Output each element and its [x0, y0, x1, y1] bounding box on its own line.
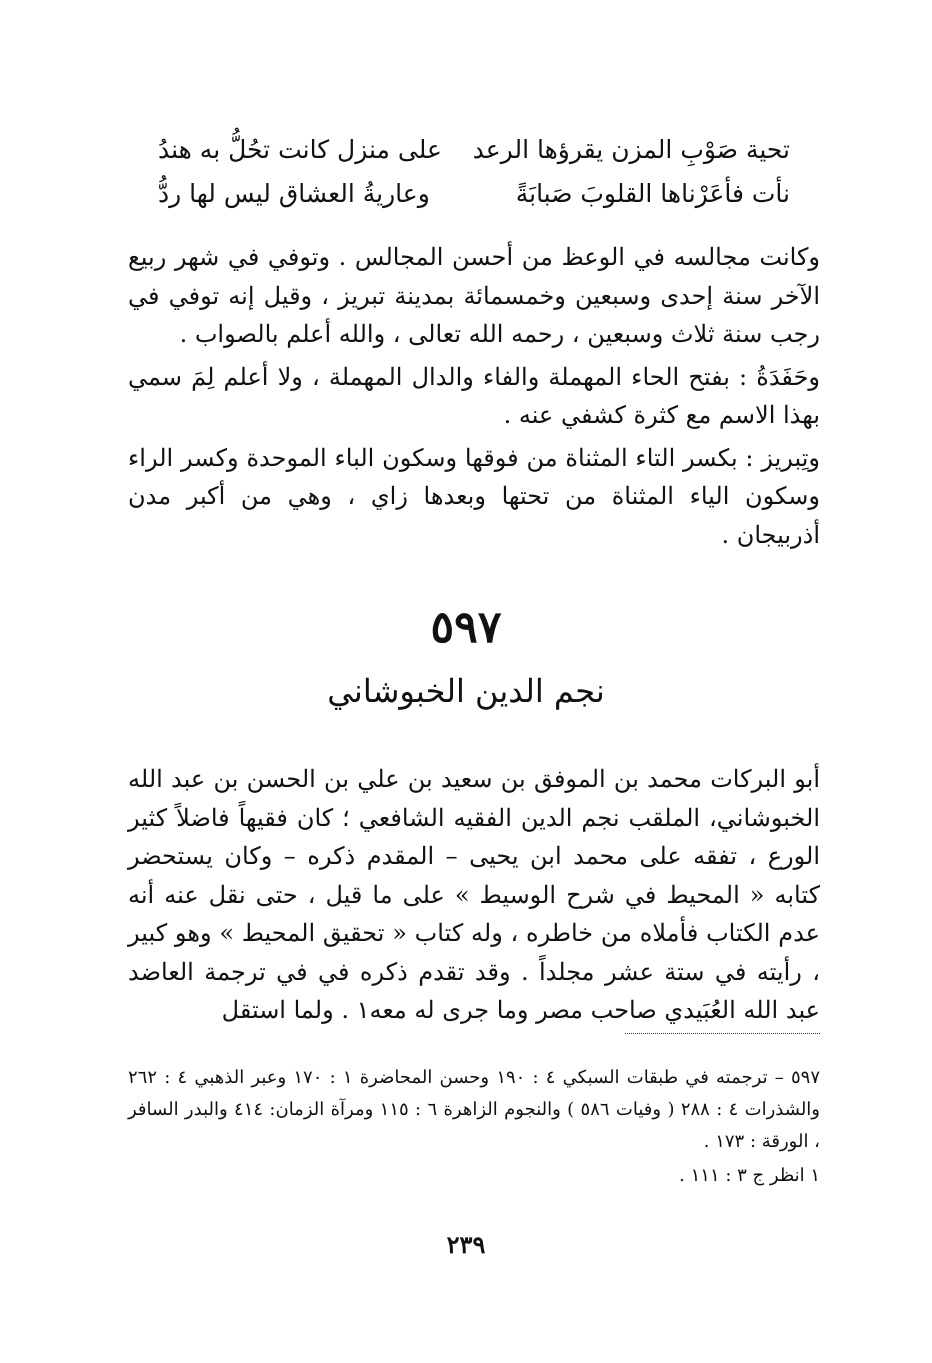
footnote-1: ١ انظر ج ٣ : ١١١ .	[679, 1165, 820, 1186]
paragraph-hafada-note: وحَفَدَةُ : بفتح الحاء المهملة والفاء والدال المهملة ، ولا أعلم لِمَ سمي بهذا الاسم مع كثرة كشفي عنه .	[128, 362, 820, 429]
biography-body	[128, 760, 820, 1034]
paragraph-death-note: وكانت مجالسه في الوعظ من أحسن المجالس . وتوفي في شهر ربيع الآخر سنة إحدى وسبعين وخمسمائة بمدينة تبريز ، وقيل إنه توفي في رجب سنة ثلاث وسبعين ، رحمه الله تعالى ، والله أعلم بالصواب .	[128, 243, 820, 348]
poetry-verse	[128, 128, 820, 216]
footnotes	[128, 1062, 820, 1192]
verse-line-2	[128, 172, 820, 216]
entry-title: نجم الدين الخبوشاني	[327, 672, 605, 710]
verse-line-1	[128, 128, 820, 172]
verse-line-1-first-hemistich: تحية صَوْبِ المزن يقرؤها الرعد	[472, 135, 790, 164]
footnote-divider	[625, 1033, 820, 1034]
footnote-sources: ٥٩٧ – ترجمته في طبقات السبكي ٤ : ١٩٠ وحسن المحاضرة ١ : ١٧٠ وعبر الذهبي ٤ : ٢٦٢ والشذرات ٤ : ٢٨٨ ( وفيات ٥٨٦ ) والنجوم الزاهرة ٦ : ١١٥ ومرآة الزمان: ٤١٤ والبدر السافر ، الورقة : ١٧٣ .	[128, 1067, 820, 1152]
verse-line-2-second-hemistich: وعاريةُ العشاق ليس لها ردُّ	[158, 179, 430, 208]
top-paragraphs	[128, 238, 820, 558]
page-number: ٢٣٩	[446, 1230, 486, 1259]
biography-paragraph: أبو البركات محمد بن الموفق بن سعيد بن علي بن الحسن بن عبد الله الخبوشاني، الملقب نجم الدين الفقيه الشافعي ؛ كان فقيهاً فاضلاً كثير الورع ، تفقه على محمد ابن يحيى – المقدم ذكره – وكان يستحضر كتابه « المحيط في شرح الوسيط » على ما قيل ، حتى نقل عنه أنه عدم الكتاب فأملاه من خاطره ، وله كتاب « تحقيق المحيط » وهو كبير ، رأيته في ستة عشر مجلداً . وقد تقدم ذكره في في ترجمة العاضد عبد الله العُبَيدي صاحب مصر وما جرى له معه١ . ولما استقل	[128, 765, 820, 1024]
verse-line-1-second-hemistich: على منزل كانت تحُلُّ به هندُ	[158, 135, 442, 164]
verse-line-2-first-hemistich: نأت فأعَرْناها القلوبَ صَبابَةً	[515, 179, 790, 208]
entry-number: ٥٩٧	[430, 602, 502, 653]
paragraph-tabriz-note: وتِبريز : بكسر التاء المثناة من فوقها وسكون الباء الموحدة وكسر الراء وسكون الياء المثناة من تحتها وبعدها زاي ، وهي من أكبر مدن أذربيجان .	[128, 443, 820, 549]
